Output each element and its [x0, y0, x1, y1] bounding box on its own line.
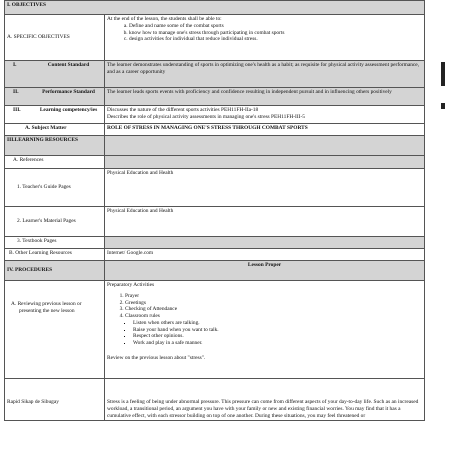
objective-item: c. design activities for individual that reduce individual stress. — [129, 36, 422, 43]
scrollbar-thumb-lower[interactable] — [441, 103, 445, 109]
preparatory-title: Preparatory Activities — [107, 282, 155, 288]
objective-item: b. know how to manage one's stress through participating in combat sports — [129, 30, 422, 37]
content-standard-label: I. Content Standard — [5, 61, 105, 88]
next-row-label: Rapid Sikap de Sibugay — [5, 379, 105, 421]
review-line: Review on the previous lesson about "stress". — [107, 354, 206, 361]
lesson-plan-table — [4, 0, 425, 421]
performance-standard-text: The learner leads sports events with proficiency and confidence resulting in independent pursuit and in influencing others positively — [105, 88, 425, 106]
subject-matter-text: ROLE OF STRESS IN MANAGING ONE'S STRESS THROUGH COMBAT SPORTS — [105, 124, 425, 136]
teachers-guide-value: Physical Education and Health — [105, 169, 425, 207]
other-resources-value: Internet/ Google.com — [105, 249, 425, 261]
specific-objectives-list — [107, 23, 422, 43]
preparatory-item: 3. Checking of Attendance — [125, 306, 422, 313]
rule-item: ▪ Listen when others are talking. — [133, 320, 422, 327]
rule-item: ▪ Raise your hand when you want to talk. — [133, 327, 422, 334]
specific-objectives-intro: At the end of the lesson, the students shall be able to: — [107, 16, 222, 22]
learning-competencies-label: III. Learning competency/ies — [5, 106, 105, 124]
procedures-heading: IV. PROCEDURES — [5, 261, 105, 281]
performance-standard-label: II. Performance Standard — [5, 88, 105, 106]
references-empty — [105, 156, 425, 169]
references-label: A. References — [5, 156, 105, 169]
learning-resources-empty — [105, 136, 425, 156]
specific-objectives-label: A. SPECIFIC OBJECTIVES — [5, 15, 105, 61]
preparatory-item: 4. Classroom rules — [125, 313, 422, 320]
review-lesson-cell — [105, 281, 425, 379]
other-resources-label: B. Other Learning Resources — [5, 249, 105, 261]
rule-item: ▪ Work and play in a safe manner. — [133, 340, 422, 347]
textbook-label: 3. Textbook Pages — [5, 237, 105, 249]
learners-material-value: Physical Education and Health — [105, 207, 425, 237]
competency-line: Describes the role of physical activity assessments in managing one's stress PEH11FH-III-5 — [107, 113, 305, 120]
learning-resources-heading: III.LEARNING RESOURCES — [5, 136, 105, 156]
textbook-value — [105, 237, 425, 249]
objective-item: a. Define and name some of the combat sports — [129, 23, 422, 30]
content-standard-text: The learner demonstrates understanding of sports in optimizing one's health as a habit; as requisite for physical activity assessment performance, and as a career opportunity — [105, 61, 425, 88]
learning-competencies-text — [105, 106, 425, 124]
scrollbar-thumb[interactable] — [441, 62, 445, 86]
classroom-rules-list — [107, 320, 422, 347]
preparatory-list — [107, 293, 422, 320]
preparatory-item: 1. Prayer — [125, 293, 422, 300]
review-lesson-label: A. Reviewing previous lesson or presenting the new lesson — [5, 281, 105, 379]
objectives-heading: I. OBJECTIVES — [5, 1, 425, 15]
lesson-proper-heading: Lesson Proper — [105, 261, 425, 281]
lesson-plan-document — [4, 0, 425, 421]
learners-material-label: 2. Learner's Material Pages — [5, 207, 105, 237]
teachers-guide-label: 1. Teacher's Guide Pages — [5, 169, 105, 207]
stress-definition-text: Stress is a feeling of being under abnormal pressure. This pressure can come from different aspects of your day-to-day life. Such as an increased workload, a transitional period, an argument you have with your family or new and existing financial worries. You may find that it has a cumulative effect, with each stressor building on top of one another. During these situations, you may feel threatened or — [105, 379, 425, 421]
competency-line: Discusses the nature of the different sports activities PEH11FH-IIa-18 — [107, 107, 259, 113]
rule-item: ▪ Respect other opinions. — [133, 333, 422, 340]
specific-objectives-cell — [105, 15, 425, 61]
preparatory-item: 2. Greetings — [125, 300, 422, 307]
subject-matter-label: A. Subject Matter — [5, 124, 105, 136]
